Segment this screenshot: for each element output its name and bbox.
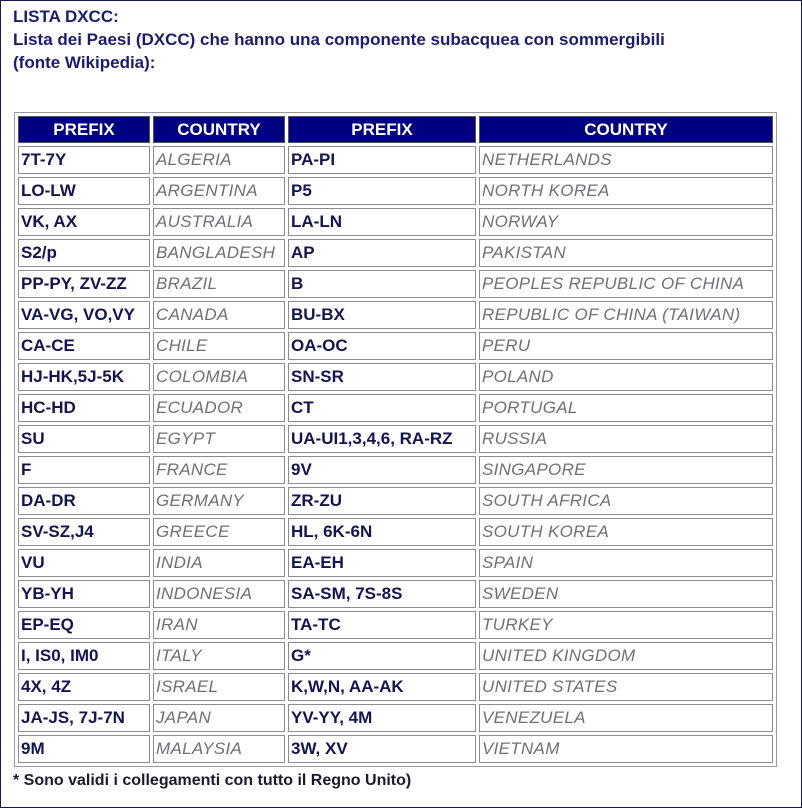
country-cell: REPUBLIC OF CHINA (TAIWAN) — [479, 301, 773, 329]
table-row — [18, 611, 773, 639]
prefix-cell: SA-SM, 7S-8S — [288, 580, 476, 608]
country-cell: PERU — [479, 332, 773, 360]
description-line-1: Lista dei Paesi (DXCC) che hanno una componente subacquea con sommergibili — [13, 30, 665, 49]
country-cell: BRAZIL — [153, 270, 285, 298]
column-header-prefix: PREFIX — [288, 116, 476, 143]
header-row — [18, 116, 773, 143]
prefix-cell: YV-YY, 4M — [288, 704, 476, 732]
country-cell: INDONESIA — [153, 580, 285, 608]
prefix-cell: CA-CE — [18, 332, 150, 360]
prefix-cell: VU — [18, 549, 150, 577]
table-row — [18, 270, 773, 298]
country-cell: UNITED KINGDOM — [479, 642, 773, 670]
table-row — [18, 177, 773, 205]
country-cell: FRANCE — [153, 456, 285, 484]
prefix-cell: VK, AX — [18, 208, 150, 236]
country-cell: SOUTH KOREA — [479, 518, 773, 546]
country-cell: EGYPT — [153, 425, 285, 453]
prefix-cell: CT — [288, 394, 476, 422]
prefix-cell: ZR-ZU — [288, 487, 476, 515]
table-row — [18, 146, 773, 174]
column-header-country: COUNTRY — [153, 116, 285, 143]
country-cell: JAPAN — [153, 704, 285, 732]
heading — [13, 5, 665, 74]
country-cell: COLOMBIA — [153, 363, 285, 391]
prefix-cell: LO-LW — [18, 177, 150, 205]
prefix-cell: UA-UI1,3,4,6, RA-RZ — [288, 425, 476, 453]
country-cell: CHILE — [153, 332, 285, 360]
prefix-cell: P5 — [288, 177, 476, 205]
footnote: * Sono validi i collegamenti con tutto il Regno Unito) — [13, 772, 412, 789]
prefix-cell: JA-JS, 7J-7N — [18, 704, 150, 732]
table-row — [18, 549, 773, 577]
prefix-cell: 7T-7Y — [18, 146, 150, 174]
prefix-cell: HJ-HK,5J-5K — [18, 363, 150, 391]
table-row — [18, 425, 773, 453]
country-cell: ECUADOR — [153, 394, 285, 422]
table-row — [18, 394, 773, 422]
country-cell: SOUTH AFRICA — [479, 487, 773, 515]
country-cell: ISRAEL — [153, 673, 285, 701]
table-row — [18, 456, 773, 484]
country-cell: UNITED STATES — [479, 673, 773, 701]
prefix-cell: PA-PI — [288, 146, 476, 174]
country-cell: TURKEY — [479, 611, 773, 639]
prefix-cell: F — [18, 456, 150, 484]
country-cell: NORTH KOREA — [479, 177, 773, 205]
country-cell: VIETNAM — [479, 735, 773, 763]
country-cell: PAKISTAN — [479, 239, 773, 267]
dxcc-table — [14, 112, 777, 767]
column-header-country: COUNTRY — [479, 116, 773, 143]
prefix-cell: 4X, 4Z — [18, 673, 150, 701]
country-cell: GERMANY — [153, 487, 285, 515]
country-cell: ALGERIA — [153, 146, 285, 174]
prefix-cell: SN-SR — [288, 363, 476, 391]
prefix-cell: TA-TC — [288, 611, 476, 639]
table-row — [18, 208, 773, 236]
prefix-cell: HL, 6K-6N — [288, 518, 476, 546]
prefix-cell: DA-DR — [18, 487, 150, 515]
prefix-cell: EP-EQ — [18, 611, 150, 639]
column-header-prefix: PREFIX — [18, 116, 150, 143]
table-row — [18, 518, 773, 546]
country-cell: NORWAY — [479, 208, 773, 236]
country-cell: IRAN — [153, 611, 285, 639]
prefix-cell: HC-HD — [18, 394, 150, 422]
table-row — [18, 673, 773, 701]
prefix-cell: PP-PY, ZV-ZZ — [18, 270, 150, 298]
country-cell: PEOPLES REPUBLIC OF CHINA — [479, 270, 773, 298]
country-cell: ITALY — [153, 642, 285, 670]
prefix-cell: 3W, XV — [288, 735, 476, 763]
table-row — [18, 239, 773, 267]
table-row — [18, 332, 773, 360]
prefix-cell: BU-BX — [288, 301, 476, 329]
table-row — [18, 704, 773, 732]
table-row — [18, 735, 773, 763]
prefix-cell: B — [288, 270, 476, 298]
country-cell: AUSTRALIA — [153, 208, 285, 236]
table-row — [18, 487, 773, 515]
country-cell: INDIA — [153, 549, 285, 577]
page-title: LISTA DXCC: — [13, 7, 119, 26]
country-cell: MALAYSIA — [153, 735, 285, 763]
table-row — [18, 580, 773, 608]
prefix-cell: OA-OC — [288, 332, 476, 360]
prefix-cell: EA-EH — [288, 549, 476, 577]
prefix-cell: SU — [18, 425, 150, 453]
description-line-2: (fonte Wikipedia): — [13, 53, 156, 72]
prefix-cell: 9M — [18, 735, 150, 763]
country-cell: ARGENTINA — [153, 177, 285, 205]
prefix-cell: SV-SZ,J4 — [18, 518, 150, 546]
prefix-cell: VA-VG, VO,VY — [18, 301, 150, 329]
table-row — [18, 301, 773, 329]
prefix-cell: YB-YH — [18, 580, 150, 608]
country-cell: BANGLADESH — [153, 239, 285, 267]
table-row — [18, 363, 773, 391]
country-cell: NETHERLANDS — [479, 146, 773, 174]
prefix-cell: S2/p — [18, 239, 150, 267]
country-cell: CANADA — [153, 301, 285, 329]
country-cell: PORTUGAL — [479, 394, 773, 422]
prefix-cell: LA-LN — [288, 208, 476, 236]
country-cell: SINGAPORE — [479, 456, 773, 484]
table-body — [18, 146, 773, 763]
prefix-cell: I, IS0, IM0 — [18, 642, 150, 670]
prefix-cell: G* — [288, 642, 476, 670]
country-cell: GREECE — [153, 518, 285, 546]
table-row — [18, 642, 773, 670]
country-cell: SPAIN — [479, 549, 773, 577]
prefix-cell: K,W,N, AA-AK — [288, 673, 476, 701]
country-cell: POLAND — [479, 363, 773, 391]
country-cell: SWEDEN — [479, 580, 773, 608]
country-cell: VENEZUELA — [479, 704, 773, 732]
country-cell: RUSSIA — [479, 425, 773, 453]
prefix-cell: AP — [288, 239, 476, 267]
prefix-cell: 9V — [288, 456, 476, 484]
